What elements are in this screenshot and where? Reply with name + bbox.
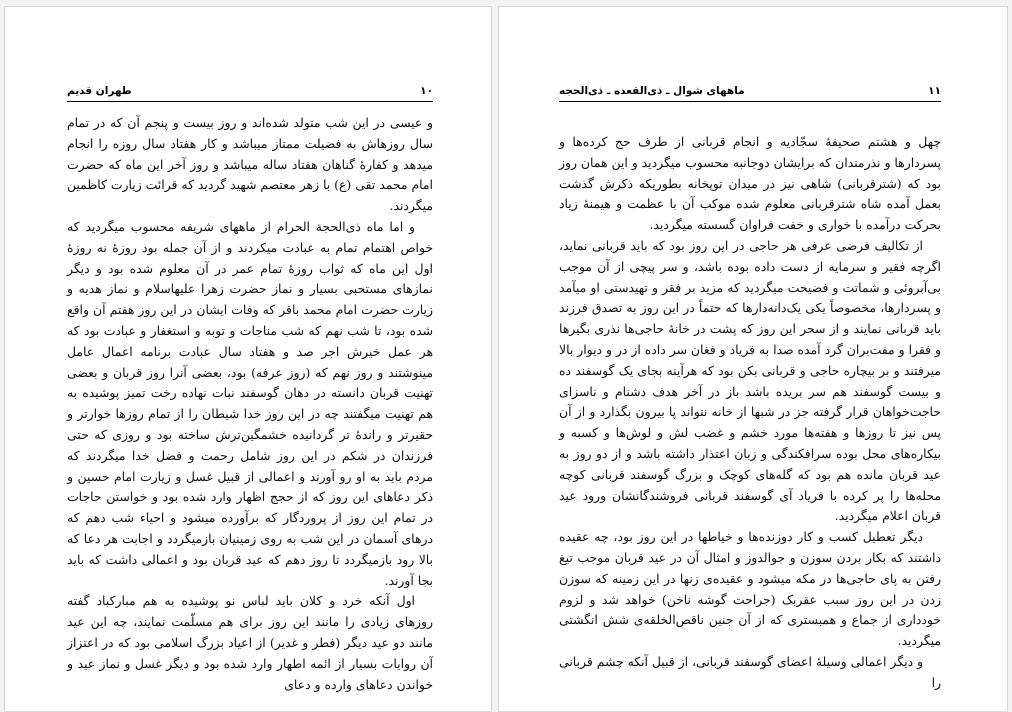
- left-running-title: طهران قدیم: [67, 85, 132, 97]
- body-paragraph: اول آنکه خرد و کلان باید لباس نو پوشیده به هم مبارکباد گفته روزهای زیادی را مانند این روز برای هم مسلّمت نمایند، چه این عید مانند دو عید دیگر (فطر و غدیر) از اعیاد بزرگ اسلامی بود که در اعتزاز آن روایات بسیار از ائمه اطهار وارد شده بود و دیگر غسل و نماز عید و خواندن دعاهای وارده و دعای: [67, 593, 433, 692]
- left-page-number: ۱۰: [420, 85, 433, 97]
- body-paragraph: چهل و هشتم صحیفهٔ سجّادیه و انجام قربانی از طرف حج کرده‌ها و پسردارها و نذرمندان که برایشان دوجانبه محسوب میگردید و این همان روز بود که (شترقربانی) شاهی نیز در میدان توپخانه بطوریکه ذکرش گذشت بعمل آمده شاه شترقربانی معلوم شده موکب آن با عظمت و هیمنهٔ زیاد بحرکت درآمده با خواری و خفت فراوان گسسته میگردید.: [559, 134, 941, 233]
- body-paragraph: دیگر تعطیل کسب و کار دوزنده‌ها و خیاطها در این روز بود، چه عقیده داشتند که بکار بردن سوزن و جوالدوز و امثال آن در عید قربان موجب تیغ رفتن به پای حاجی‌ها در مکه میشود و عقیده‌ی زنها در این زمینه که سوزن زدن در این روز سبب عقربک (جراحت گوشه ناخن) خواهد شد و لزوم خودداری از جماع و همبستری که از آن جنین ناقص‌الخلقه‌ی شش انگشتی میگردید.: [559, 529, 941, 649]
- left-body-text: [67, 113, 433, 695]
- right-running-head: [559, 81, 941, 102]
- right-running-title: ماههای شوال ـ ذی‌القعده ـ ذی‌الحجه: [559, 85, 745, 97]
- body-paragraph: و اما ماه ذی‌الحجة الحرام از ماههای شریفه محسوب میگردید که خواص اهتمام تمام به عبادت میکردند و از آن جمله بود روزهٔ نه روزهٔ اول این ماه که ثواب روزهٔ تمام عمر در آن معلوم شده بود و دیگر نمازهای مستحبی بسیار و نماز حضرت زهرا علیهاسلام و نماز هدیه و زیارت حضرت امام محمد باقر که وفات ایشان در این روز هفتم آن واقع شده بود، تا شب نهم که شب مناجات و توبه و استغفار و عبادت بود که هر عمل خیرش اجر صد و هفتاد سال عبادت برنامه اعمال عامل مینوشتند و روز نهم که (روز عرفه) بود، بعضی آنرا روز قربان و بعضی تهنیت قربان دانسته در دهان گوسفند نبات نهاده رخت تمیز پوشیده به هم تهنیت میگفتند چه در این روز خدا شیطان را از تمام روزها خوارتر و حقیرتر و راندهٔ تر گردانیده خشمگین‌ترش ساخته بود و روزی که حتی فرزندان در شکم در این روز شامل رحمت و فضل خدا میگردند که مردم باید به او رو آورند و اعمالی از قبیل غسل و زیارت امام حسین و ذکر دعاهای این روز که از حجج اظهار وارد شده بود و خواستن حاجات در تمام این روز از پروردگار که برآورده میشود و احیاء شب دهم که درهای آسمان در این شب به روی زمینیان بازمیگردد و اجابت هر دعا که بالا رود بازمیگردد تا روز دهم که عید قربان بود و اعمالی داشت که باید بجا آورند.: [67, 218, 433, 588]
- right-page-number: ۱۱: [928, 85, 941, 97]
- left-running-head: [67, 81, 433, 102]
- body-paragraph: و عیسی در این شب متولد شده‌اند و روز بیست و پنجم آن که در تمام سال روزهاش به فضیلت ممتاز میباشد و کار هفتاد سال روزه را انجام میدهد و کفارهٔ گناهان هفتاد ساله میباشد و روز آخر این ماه که حضرت امام محمد تقی (ع) با زهر معتصم شهید گردید که قرائت زیارت کاظمین میگردند.: [67, 115, 433, 214]
- right-page: [498, 6, 1008, 712]
- left-page: [4, 6, 492, 712]
- right-body-text: [559, 132, 941, 694]
- body-paragraph: و دیگر اعمالی وسیلهٔ اعضای گوسفند قربانی، از قبیل آنکه چشم قربانی را: [559, 653, 941, 690]
- body-paragraph: از تکالیف فرضی عرفی هر حاجی در این روز بود که باید قربانی نماید، اگرچه فقیر و سرمایه از دست داده بوده باشد، و سر پیچی از آن موجب بی‌آبروئی و شماتت و فضیحت میگردید که مزید بر فقر و تهیدستی او میآمد و پسردارها، مخصوصاً یکی یک‌دانه‌دارها که حتماً در این روز به تصدق فرزند باید قربانی نمایند و از سحر این روز که پشت در خانهٔ حاجی‌ها نذری بگیرها و فقرا و مفت‌بران گرد آمده صدا به فریاد و فغان سر داده از در و دیوار بالا میرفتند و بر بیچاره حاجی و قربانی بکن بود که هرآینه بجای یک گوسفند ده و بیست گوسفند هم سر بریده باشد باز در آخر هدف دشنام و ناسزای حاجت‌خواهان قرار گرفته جز در شبها از خانه نتواند پا بیرون بگذارد و از آن پس نیز تا روزها و هفته‌ها مورد خشم و غضب لش و لوش‌ها و کسبه و بیکاره‌های محل بوده سرافکندگی و زبان اعتذار داشته باشد و از دو روز به عید قربان مانده هم بود که گله‌های کوچک و بزرگ گوسفند قربانی کوچه محله‌ها را پر کرده با فریاد آی گوسفند قربانی فروشندگانشان ورود عید قربان اعلام میگردید.: [559, 237, 941, 524]
